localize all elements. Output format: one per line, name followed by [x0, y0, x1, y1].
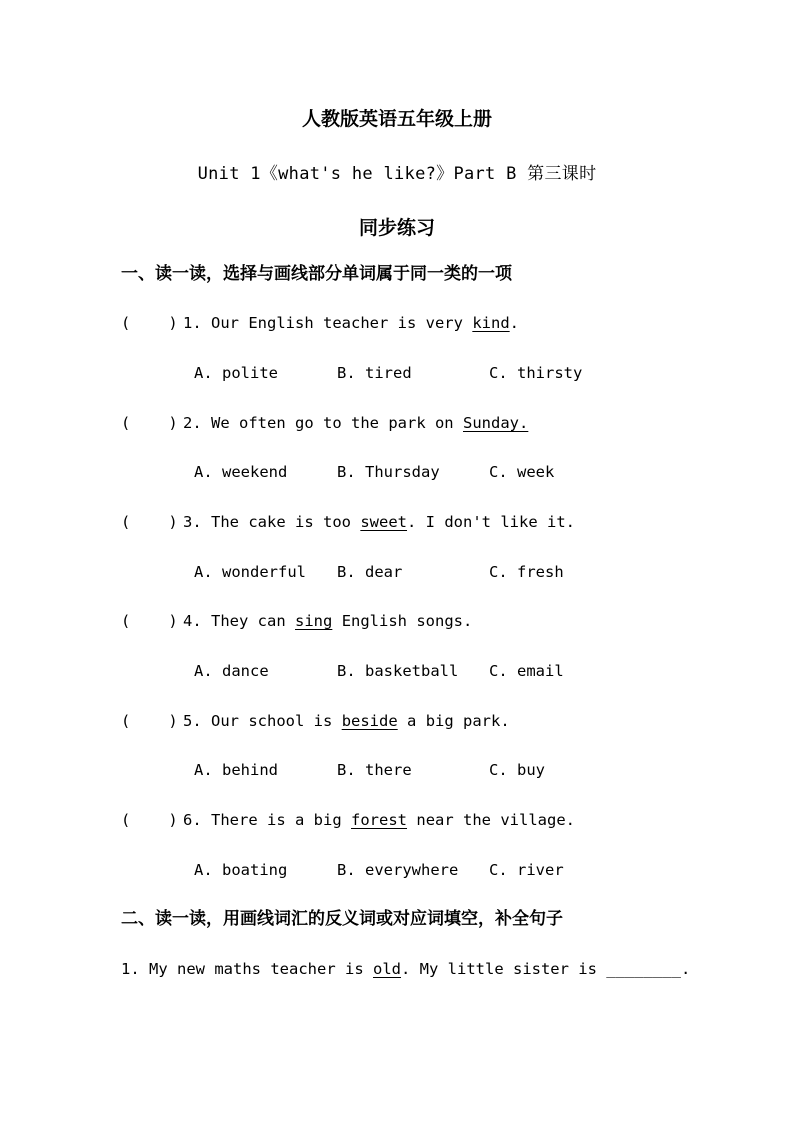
underlined-word: kind [472, 314, 510, 332]
option-c[interactable]: C. river [489, 861, 564, 879]
option-b[interactable]: B. tired [337, 364, 412, 382]
option-b[interactable]: B. everywhere [337, 861, 459, 879]
option-a[interactable]: A. polite [194, 364, 278, 382]
option-a[interactable]: A. dance [194, 662, 269, 680]
question-text-end[interactable]: . My little sister is ________. [401, 960, 691, 978]
question-text-end: English songs. [341, 612, 473, 630]
option-c[interactable]: C. week [489, 463, 555, 481]
answer-blank[interactable]: ( ) [121, 513, 178, 531]
question-text: My new maths teacher is [149, 960, 364, 978]
option-a[interactable]: A. wonderful [194, 563, 306, 581]
question-number: 3. [183, 513, 202, 531]
section-one-heading: 一、读一读，选择与画线部分单词属于同一类的一项 [121, 264, 512, 284]
answer-blank[interactable]: ( ) [121, 712, 178, 730]
question-5 [121, 710, 510, 732]
question-text: We often go to the park on [211, 414, 454, 432]
question-number: 4. [183, 612, 202, 630]
question-1 [121, 312, 519, 334]
question-3 [121, 511, 575, 533]
underlined-word: old [373, 960, 401, 978]
option-a[interactable]: A. weekend [194, 463, 288, 481]
question-text-end: . I don't like it. [407, 513, 575, 531]
answer-blank[interactable]: ( ) [121, 314, 178, 332]
underlined-word: beside [341, 712, 398, 730]
question-number: 2. [183, 414, 202, 432]
question-text: There is a big [211, 811, 342, 829]
option-b[interactable]: B. Thursday [337, 463, 440, 481]
option-a[interactable]: A. behind [194, 761, 278, 779]
question-text: They can [211, 612, 286, 630]
section-two-heading: 二、读一读，用画线词汇的反义词或对应词填空，补全句子 [121, 909, 563, 929]
option-c[interactable]: C. buy [489, 761, 545, 779]
question-number: 1. [121, 960, 140, 978]
question-number: 6. [183, 811, 202, 829]
question-number: 5. [183, 712, 202, 730]
question-text: The cake is too [211, 513, 351, 531]
option-b[interactable]: B. dear [337, 563, 403, 581]
question-2 [121, 412, 528, 434]
option-c[interactable]: C. email [489, 662, 564, 680]
question-6 [121, 809, 575, 831]
question-text: Our English teacher is very [211, 314, 463, 332]
practice-subtitle: 同步练习 [358, 217, 435, 239]
answer-blank[interactable]: ( ) [121, 612, 178, 630]
question-text-end: near the village. [416, 811, 575, 829]
option-c[interactable]: C. thirsty [489, 364, 583, 382]
worksheet-title: 人教版英语五年级上册 [301, 108, 492, 130]
option-b[interactable]: B. there [337, 761, 412, 779]
option-b[interactable]: B. basketball [337, 662, 459, 680]
underlined-word: sweet [360, 513, 408, 531]
question-4 [121, 610, 472, 632]
lesson-subtitle: Unit 1《what's he like?》Part B 第三课时 [197, 164, 597, 184]
question-text-end: . [509, 314, 519, 332]
answer-blank[interactable]: ( ) [121, 414, 178, 432]
underlined-word: sing [295, 612, 333, 630]
answer-blank[interactable]: ( ) [121, 811, 178, 829]
question-text: Our school is [211, 712, 333, 730]
underlined-word: Sunday. [463, 414, 529, 432]
fill-question-1 [121, 958, 690, 980]
option-a[interactable]: A. boating [194, 861, 288, 879]
question-text-end: a big park. [407, 712, 510, 730]
option-c[interactable]: C. fresh [489, 563, 564, 581]
underlined-word: forest [351, 811, 408, 829]
question-number: 1. [183, 314, 202, 332]
